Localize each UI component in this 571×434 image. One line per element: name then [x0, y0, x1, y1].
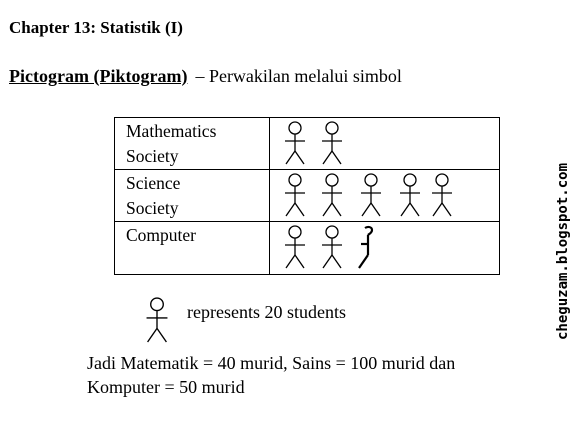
- watermark: cheguzam.blogspot.com: [555, 162, 571, 340]
- stick-figure-icon: [429, 173, 455, 217]
- row-label-line2: Society: [126, 146, 179, 166]
- stick-figure-icon: [319, 121, 345, 165]
- stick-figure-icon: [319, 225, 345, 269]
- stick-figure-icon: [397, 173, 423, 217]
- row-label-line1: Mathematics: [126, 121, 217, 141]
- row-label: [115, 222, 270, 275]
- row-label: [115, 118, 270, 170]
- legend-text: represents 20 students: [187, 302, 346, 322]
- table-row: [115, 222, 500, 275]
- section-description: – Perwakilan melalui simbol: [195, 66, 402, 86]
- symbol-cell: [270, 170, 500, 222]
- table-row: [115, 170, 500, 222]
- conclusion-line1: Jadi Matematik = 40 murid, Sains = 100 murid dan: [87, 353, 456, 373]
- chapter-title: Chapter 13: Statistik (I): [9, 18, 183, 37]
- half-stick-figure-icon: [356, 225, 382, 269]
- pictogram-table: [114, 117, 500, 275]
- section-heading: Pictogram (Piktogram): [9, 66, 188, 86]
- stick-figure-icon: [282, 121, 308, 165]
- symbol-cell: [270, 118, 500, 170]
- row-label-line1: Science: [126, 173, 181, 193]
- legend-stick-figure-icon: [142, 297, 172, 343]
- stick-figure-icon: [282, 173, 308, 217]
- row-label-line2: Society: [126, 198, 179, 218]
- table-row: [115, 118, 500, 170]
- conclusion-line2: Komputer = 50 murid: [87, 377, 245, 397]
- stick-figure-icon: [282, 225, 308, 269]
- row-label: [115, 170, 270, 222]
- row-label-line1: Computer: [126, 225, 196, 245]
- stick-figure-icon: [358, 173, 384, 217]
- section-header: [9, 66, 402, 87]
- stick-figure-icon: [319, 173, 345, 217]
- symbol-cell: [270, 222, 500, 275]
- conclusion: [87, 351, 455, 399]
